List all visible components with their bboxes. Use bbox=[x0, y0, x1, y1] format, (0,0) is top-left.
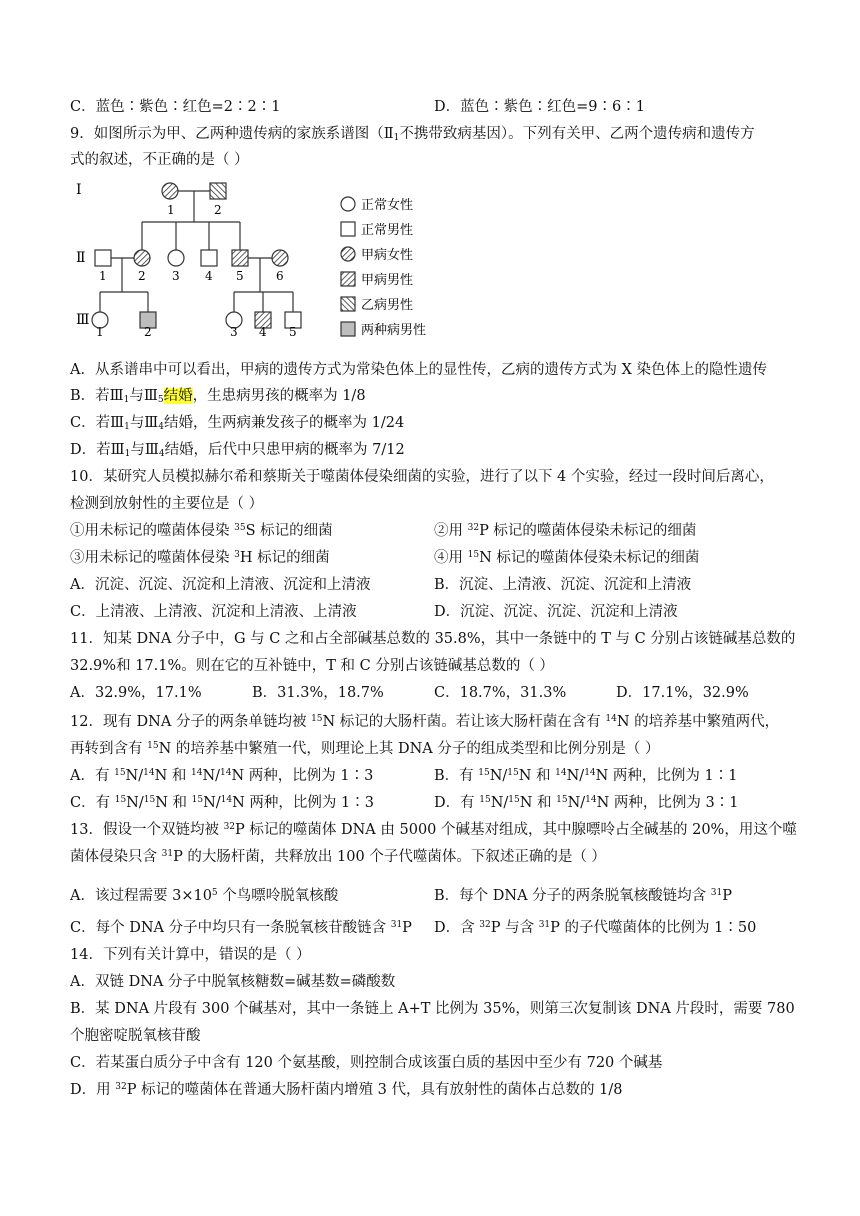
legend-normal-male-symbol bbox=[341, 222, 355, 236]
q14-option-a: A．双链 DNA 分子中脱氧核糖数=碱基数=磷酸数 bbox=[70, 974, 396, 990]
q14-stem: 14．下列有关计算中，错误的是（ ） bbox=[70, 947, 311, 963]
q10-option-d: D．沉淀、沉淀、沉淀、沉淀和上清液 bbox=[434, 604, 678, 620]
q9-stem-line1: 9．如图所示为甲、乙两种遗传病的家族系谱图（$Ⅱ_1$不携带致病基因）。下列有关甲、乙两个遗传病和遗传方 bbox=[70, 126, 755, 143]
q11-option-d: D．17.1%，32.9% bbox=[616, 685, 749, 701]
gen-label-1: Ⅰ bbox=[76, 182, 82, 198]
gen-label-3: Ⅲ bbox=[76, 312, 90, 328]
q13-option-a: A．该过程需要 $3\times 10^5$ 个鸟嘌呤脱氧核酸 bbox=[70, 888, 339, 904]
q14-option-d: D．用 $^{32}$P 标记的噬菌体在普通大肠杆菌内增殖 3 代，具有放射性的菌体占总数的 1/8 bbox=[70, 1082, 623, 1098]
legend-affected-a-female: 甲病女性 bbox=[361, 248, 414, 263]
q9-option-c: C．若$Ⅲ_1$与$Ⅲ_4$结婚，生两病兼发孩子的概率为 1/24 bbox=[70, 415, 405, 432]
legend-affected-b-male: 乙病男性 bbox=[361, 298, 414, 313]
q11-stem-line1: 11．知某 DNA 分子中，G 与 C 之和占全部碱基总数的 35.8%，其中一条链中的 T 与 C 分别占该链碱基总数的 bbox=[70, 631, 796, 647]
q11-option-b: B．31.3%，18.7% bbox=[252, 685, 384, 701]
legend-affected-a-male: 甲病男性 bbox=[361, 273, 414, 288]
legend-affected-b-male-symbol bbox=[341, 297, 355, 311]
q10-option-c: C．上清液、上清液、沉淀和上清液、上清液 bbox=[70, 604, 357, 620]
q12-stem-line2: 再转到含有 $^{15}$N 的培养基中繁殖一代，则理论上其 DNA 分子的组成类型和比例分别是（ ） bbox=[70, 741, 660, 757]
q10-item-2: ②用 $^{32}$P 标记的噬菌体侵染未标记的细菌 bbox=[434, 523, 697, 539]
legend-normal-female-symbol bbox=[341, 197, 355, 211]
q9-stem-line2: 式的叙述，不正确的是（ ） bbox=[70, 152, 249, 168]
q10-option-b: B．沉淀、上清液、沉淀、沉淀和上清液 bbox=[434, 577, 692, 593]
q10-item-3: ③用未标记的噬菌体侵染 $^3$H 标记的细菌 bbox=[70, 550, 330, 566]
gen-label-2: Ⅱ bbox=[76, 250, 86, 266]
q8-option-d: D．蓝色∶紫色∶红色=9∶6∶1 bbox=[434, 99, 645, 115]
pedigree-I2-number: 2 bbox=[214, 203, 222, 217]
q12-option-d: D．有 $^{15}$N/$^{15}$N 和 $^{15}$N/$^{14}$N 两种，比例为 3∶1 bbox=[434, 795, 739, 811]
pedigree-II4-number: 4 bbox=[205, 269, 213, 283]
pedigree-III3-number: 3 bbox=[230, 325, 238, 338]
q8-option-c: C．蓝色∶紫色∶红色=2∶2∶1 bbox=[70, 99, 281, 115]
pedigree-I2-affected-b-male bbox=[210, 183, 226, 199]
pedigree-figure bbox=[72, 176, 452, 338]
legend-both-diseases-male-symbol bbox=[341, 322, 355, 336]
q11-option-c: C．18.7%，31.3% bbox=[434, 685, 567, 701]
q13-stem-line2: 菌体侵染只含 $^{31}$P 的大肠杆菌，共释放出 100 个子代噬菌体。下叙述正确的是（ ） bbox=[70, 849, 606, 865]
pedigree-II5-affected-a-male bbox=[232, 250, 248, 266]
pedigree-II1-normal-male bbox=[95, 250, 111, 266]
q9-option-d: D．若$Ⅲ_1$与$Ⅲ_4$结婚，后代中只患甲病的概率为 7/12 bbox=[70, 442, 405, 459]
q14-option-c: C．若某蛋白质分子中含有 120 个氨基酸，则控制合成该蛋白质的基因中至少有 720 个碱基 bbox=[70, 1055, 663, 1071]
q11-option-a: A．32.9%，17.1% bbox=[70, 685, 202, 701]
legend-normal-female: 正常女性 bbox=[361, 198, 414, 213]
q12-stem-line1: 12．现有 DNA 分子的两条单链均被 $^{15}$N 标记的大肠杆菌。若让该大肠杆菌在含有 $^{14}$N 的培养基中繁殖两代， bbox=[70, 714, 780, 730]
pedigree-II5-number: 5 bbox=[236, 269, 244, 283]
q9-option-b: B．若$Ⅲ_1$与$Ⅲ_5$结婚，生患病男孩的概率为 1/8 bbox=[70, 388, 366, 405]
highlighted-text: 结婚 bbox=[163, 388, 193, 404]
legend-normal-male: 正常男性 bbox=[361, 223, 414, 238]
pedigree-II2-number: 2 bbox=[138, 269, 146, 283]
pedigree-III4-number: 4 bbox=[259, 325, 267, 338]
q13-option-c: C．每个 DNA 分子中均只有一条脱氧核苷酸链含 $^{31}$P bbox=[70, 920, 412, 936]
pedigree-II2-affected-a-female bbox=[134, 250, 150, 266]
pedigree-II1-number: 1 bbox=[99, 269, 107, 283]
q12-option-b: B．有 $^{15}$N/$^{15}$N 和 $^{14}$N/$^{14}$N 两种，比例为 1∶1 bbox=[434, 768, 738, 784]
q14-option-b-line2: 个胞密啶脱氧核苷酸 bbox=[70, 1028, 201, 1044]
q13-stem-line1: 13．假设一个双链均被 $^{32}$P 标记的噬菌体 DNA 由 5000 个碱基对组成，其中腺嘌呤占全碱基的 20%，用这个噬 bbox=[70, 822, 797, 838]
q11-stem-line2: 32.9%和 17.1%。则在它的互补链中，T 和 C 分别占该链碱基总数的（ ） bbox=[70, 658, 554, 674]
legend-both-diseases-male: 两种病男性 bbox=[361, 323, 427, 338]
q10-stem-line2: 检测到放射性的主要位是（ ） bbox=[70, 496, 264, 512]
pedigree-III5-number: 5 bbox=[289, 325, 297, 338]
pedigree-I1-number: 1 bbox=[167, 203, 175, 217]
legend-affected-a-male-symbol bbox=[341, 272, 355, 286]
pedigree-III1-number: 1 bbox=[96, 325, 104, 338]
pedigree-III2-number: 2 bbox=[144, 325, 152, 338]
q14-option-b-line1: B．某 DNA 片段有 300 个碱基对，其中一条链上 A+T 比例为 35%，则第三次复制该 DNA 片段时，需要 780 bbox=[70, 1001, 795, 1017]
pedigree-II4-normal-male bbox=[201, 250, 217, 266]
q10-item-4: ④用 $^{15}$N 标记的噬菌体侵染未标记的细菌 bbox=[434, 550, 700, 566]
q9-option-a: A．从系谱串中可以看出，甲病的遗传方式为常染色体上的显性传，乙病的遗传方式为 X 染色体上的隐性遗传 bbox=[70, 362, 768, 378]
q13-option-b: B．每个 DNA 分子的两条脱氧核酸链均含 $^{31}$P bbox=[434, 888, 732, 904]
q10-item-1: ①用未标记的噬菌体侵染 $^{35}$S 标记的细菌 bbox=[70, 523, 333, 539]
q10-option-a: A．沉淀、沉淀、沉淀和上清液、沉淀和上清液 bbox=[70, 577, 371, 593]
pedigree-II6-number: 6 bbox=[276, 269, 284, 283]
q10-stem-line1: 10．某研究人员模拟赫尔希和蔡斯关于噬菌体侵染细菌的实验，进行了以下 4 个实验，经过一段时间后离心， bbox=[70, 469, 774, 485]
q12-option-c: C．有 $^{15}$N/$^{15}$N 和 $^{15}$N/$^{14}$N 两种，比例为 1∶3 bbox=[70, 795, 374, 811]
q12-option-a: A．有 $^{15}$N/$^{14}$N 和 $^{14}$N/$^{14}$N 两种，比例为 1∶3 bbox=[70, 768, 374, 784]
pedigree-II6-affected-a-female bbox=[272, 250, 288, 266]
q13-option-d: D．含 $^{32}$P 与含 $^{31}$P 的子代噬菌体的比例为 1∶50 bbox=[434, 920, 757, 936]
pedigree-II3-number: 3 bbox=[172, 269, 180, 283]
pedigree-II3-normal-female bbox=[168, 250, 184, 266]
legend-affected-a-female-symbol bbox=[341, 247, 355, 261]
pedigree-I1-affected-a-female bbox=[162, 183, 178, 199]
